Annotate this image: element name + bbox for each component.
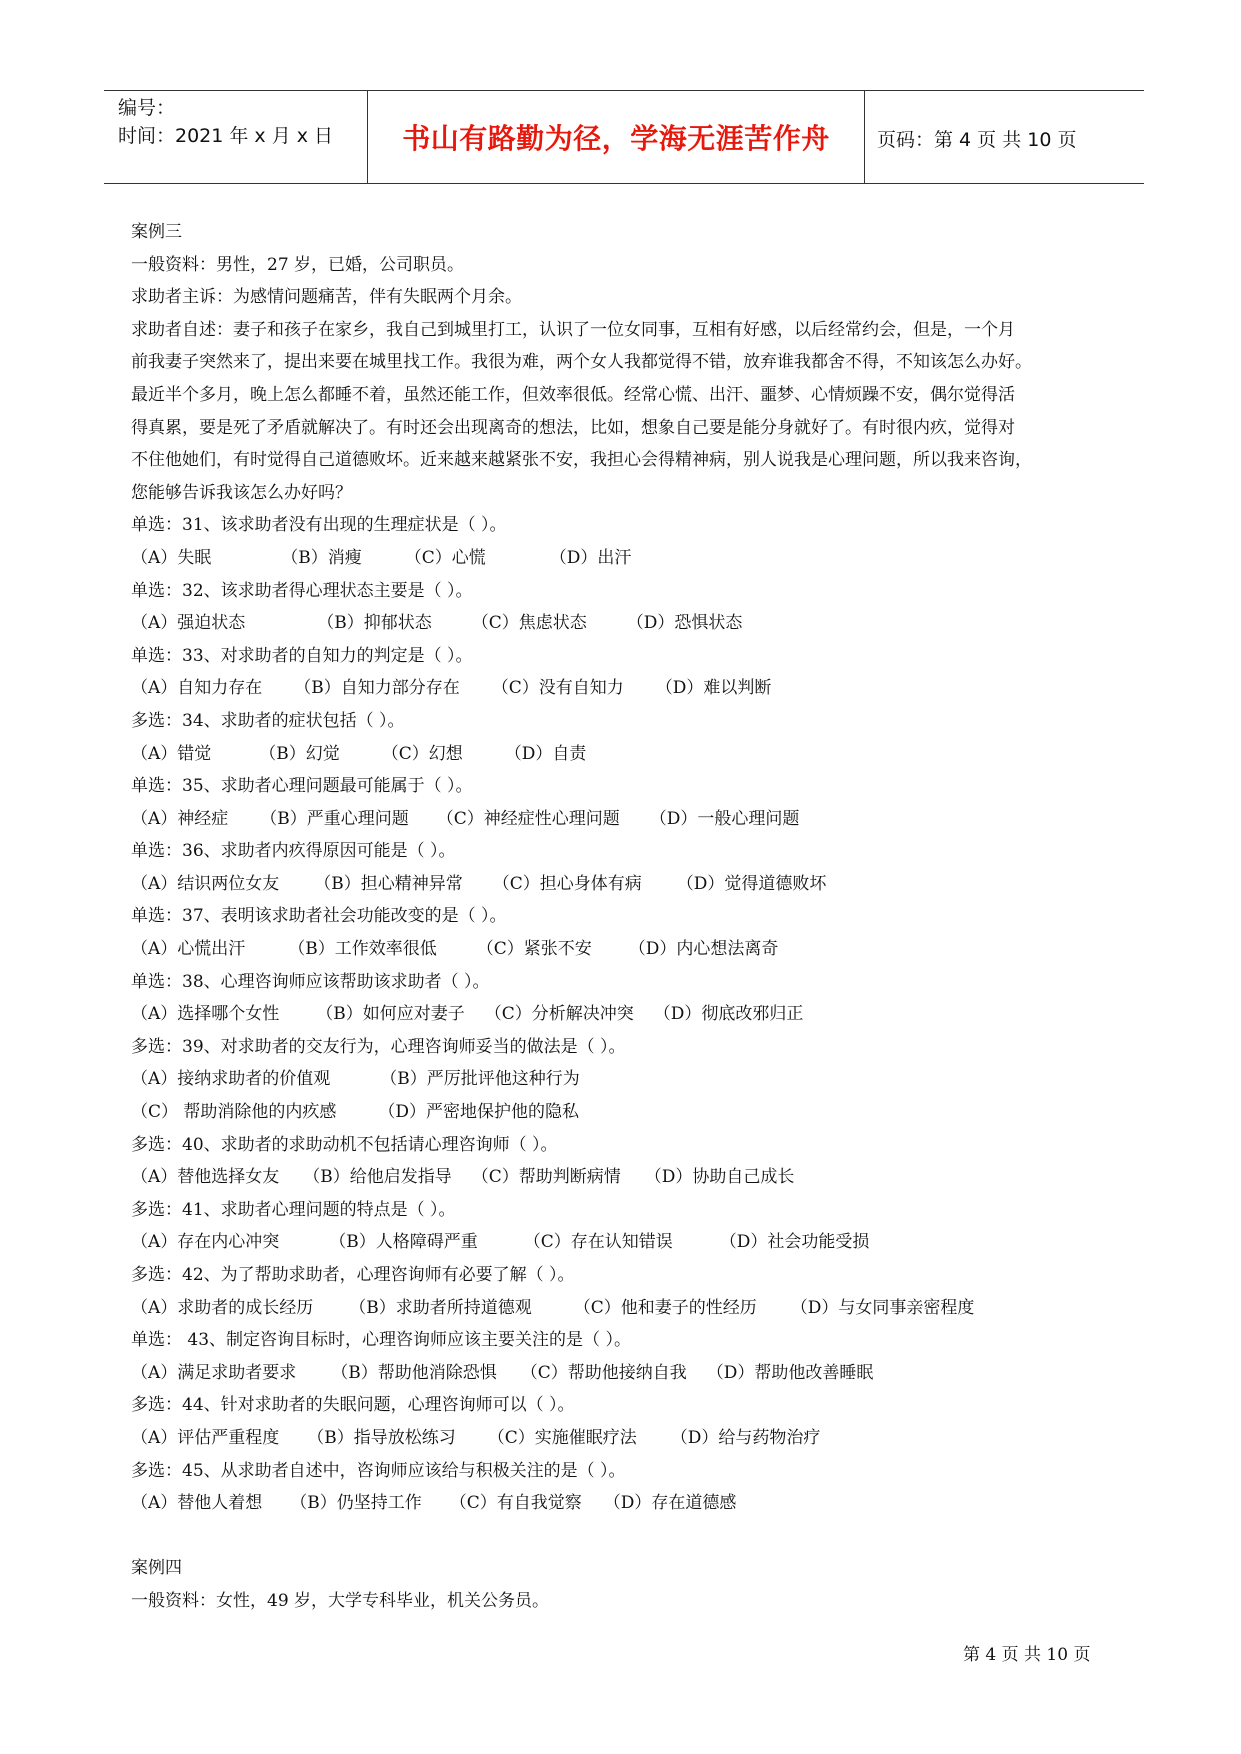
question-stem: 多选：42、为了帮助求助者，心理咨询师有必要了解（ ）。 — [131, 1265, 575, 1285]
case4-title: 案例四 — [131, 1558, 182, 1579]
answer-option: （D）内心想法离奇 — [628, 939, 779, 960]
options-row — [131, 1063, 1151, 1096]
header-page-cell — [865, 91, 1144, 183]
answer-option: （B）严厉批评他这种行为 — [380, 1069, 580, 1090]
answer-option: （C）实施催眠疗法 — [487, 1427, 637, 1448]
options-row — [131, 1357, 1151, 1390]
narrative-line: 您能够告诉我该怎么办好吗？ — [131, 482, 352, 503]
answer-option: （B）帮助他消除恐惧 — [331, 1362, 497, 1383]
options-row — [131, 998, 1151, 1031]
answer-option: （A）失眠 — [131, 547, 212, 568]
answer-option: （A）替他人着想 — [131, 1493, 263, 1514]
question-stem: 多选：41、求助者心理问题的特点是（ ）。 — [131, 1199, 456, 1220]
answer-option: （B）消瘦 — [281, 547, 362, 568]
document-body — [131, 216, 1151, 1618]
answer-option: （B）指导放松练习 — [307, 1427, 456, 1448]
page-footer: 第 4 页 共 10 页 — [963, 1645, 1091, 1665]
answer-option: （B）工作效率很低 — [288, 939, 437, 960]
narrative-line: 前我妻子突然来了，提出来要在城里找工作。我很为难，两个女人我都觉得不错，放弃谁我都舍不得，不知该怎么办好。 — [131, 352, 1032, 373]
question-stem: 单选：35、求助者心理问题最可能属于（ ）。 — [131, 776, 473, 797]
section-spacer — [131, 1520, 1151, 1553]
answer-option: （B）抑郁状态 — [317, 613, 432, 634]
question-stem: 单选：31、该求助者没有出现的生理症状是（ ）。 — [131, 515, 507, 536]
question-stem: 多选：45、从求助者自述中，咨询师应该给与积极关注的是（ ）。 — [131, 1460, 626, 1481]
answer-option: （C）有自我觉察 — [449, 1493, 582, 1514]
answer-option: （D）存在道德感 — [603, 1493, 737, 1514]
answer-option: （B）幻觉 — [259, 743, 340, 764]
answer-option: （C） 帮助消除他的内疚感 — [131, 1102, 337, 1123]
header-motto-cell — [368, 91, 865, 183]
answer-option: （A）强迫状态 — [131, 613, 246, 634]
answer-option: （D）严密地保护他的隐私 — [378, 1102, 580, 1123]
answer-option: （B）如何应对妻子 — [316, 1004, 465, 1025]
answer-option: （D）彻底改邪归正 — [653, 1004, 804, 1025]
narrative-line: 求助者自述：妻子和孩子在家乡，我自己到城里打工，认识了一位女同事，互相有好感，以后经常约会，但是，一个月 — [131, 319, 1015, 340]
options-row — [131, 933, 1151, 966]
answer-option: （A）存在内心冲突 — [131, 1232, 280, 1253]
options-row — [131, 1487, 1151, 1520]
question-stem: 多选：40、求助者的求助动机不包括请心理咨询师（ ）。 — [131, 1134, 558, 1155]
answer-option: （C）焦虑状态 — [471, 613, 587, 634]
case3-title: 案例三 — [131, 222, 182, 242]
narrative-line: 不住他她们，有时觉得自己道德败坏。近来越来越紧张不安，我担心会得精神病，别人说我是心理问题，所以我来咨询， — [131, 450, 1032, 471]
answer-option: （D）觉得道德败坏 — [676, 873, 827, 894]
options-row — [131, 1422, 1151, 1455]
answer-option: （A）错觉 — [131, 743, 212, 764]
answer-option: （D）恐惧状态 — [626, 613, 743, 634]
options-row — [131, 868, 1151, 901]
answer-option: （C）幻想 — [381, 743, 463, 764]
question-stem: 单选：33、对求助者的自知力的判定是（ ）。 — [131, 645, 473, 666]
answer-option: （D）与女同事亲密程度 — [790, 1297, 975, 1318]
answer-option: （A）自知力存在 — [131, 678, 263, 699]
page-header — [104, 90, 1144, 184]
options-row — [131, 1161, 1151, 1194]
narrative-line: 最近半个多月，晚上怎么都睡不着，虽然还能工作，但效率很低。经常心慌、出汗、噩梦、心情烦躁不安，偶尔觉得活 — [131, 384, 1015, 405]
options-row — [131, 607, 1151, 640]
answer-option: （D）自责 — [504, 743, 587, 764]
options-row — [131, 542, 1151, 575]
answer-option: （B）严重心理问题 — [260, 808, 409, 829]
answer-option: （C）存在认知错误 — [523, 1232, 673, 1253]
options-row — [131, 738, 1151, 771]
document-id-label: 编号： — [118, 97, 176, 119]
question-stem: 多选：39、对求助者的交友行为，心理咨询师妥当的做法是（ ）。 — [131, 1036, 626, 1057]
answer-option: （D）社会功能受损 — [719, 1232, 870, 1253]
answer-option: （C）担心身体有病 — [492, 873, 642, 894]
answer-option: （B）仍坚持工作 — [290, 1493, 422, 1514]
answer-option: （C）神经症性心理问题 — [436, 808, 620, 829]
answer-option: （B）给他启发指导 — [303, 1167, 452, 1188]
question-stem: 单选：36、求助者内疚得原因可能是（ ）。 — [131, 841, 456, 862]
options-row — [131, 1096, 1151, 1129]
answer-option: （B）自知力部分存在 — [294, 678, 460, 699]
answer-option: （B）担心精神异常 — [314, 873, 463, 894]
answer-option: （D）一般心理问题 — [649, 808, 800, 829]
answer-option: （C）分析解决冲突 — [484, 1004, 634, 1025]
answer-option: （A）选择哪个女性 — [131, 1004, 280, 1025]
options-row — [131, 1226, 1151, 1259]
answer-option: （D）给与药物治疗 — [670, 1427, 821, 1448]
options-row — [131, 803, 1151, 836]
question-stem: 单选： 43、制定咨询目标时，心理咨询师应该主要关注的是（ ）。 — [131, 1330, 631, 1351]
options-row — [131, 1292, 1151, 1325]
answer-option: （B）人格障碍严重 — [329, 1232, 478, 1253]
header-page-number: 页码：第 4 页 共 10 页 — [877, 129, 1077, 151]
answer-option: （D）协助自己成长 — [644, 1167, 795, 1188]
answer-option: （D）帮助他改善睡眠 — [706, 1362, 874, 1383]
narrative-line: 得真累，要是死了矛盾就解决了。有时还会出现离奇的想法，比如，想象自己要是能分身就好了。有时很内疚，觉得对 — [131, 417, 1015, 438]
answer-option: （A）接纳求助者的价值观 — [131, 1069, 331, 1090]
question-stem: 单选：38、心理咨询师应该帮助该求助者（ ）。 — [131, 971, 490, 992]
answer-option: （A）神经症 — [131, 808, 229, 829]
answer-option: （C）心慌 — [404, 547, 486, 568]
question-stem: 多选：34、求助者的症状包括（ ）。 — [131, 710, 405, 731]
question-stem: 单选：37、表明该求助者社会功能改变的是（ ）。 — [131, 906, 507, 927]
answer-option: （C）紧张不安 — [476, 939, 592, 960]
answer-option: （A）心慌出汗 — [131, 939, 246, 960]
case3-general-info: 一般资料：男性，27 岁，已婚，公司职员。 — [131, 254, 465, 275]
answer-option: （A）评估严重程度 — [131, 1427, 280, 1448]
header-motto: 书山有路勤为径，学海无涯苦作舟 — [402, 122, 830, 155]
answer-option: （C）他和妻子的性经历 — [573, 1297, 757, 1318]
answer-option: （A）替他选择女友 — [131, 1167, 280, 1188]
question-stem: 单选：32、该求助者得心理状态主要是（ ）。 — [131, 580, 473, 601]
answer-option: （A）满足求助者要求 — [131, 1362, 297, 1383]
answer-option: （A）结识两位女友 — [131, 873, 280, 894]
answer-option: （C）没有自知力 — [491, 678, 624, 699]
answer-option: （B）求助者所持道德观 — [349, 1297, 532, 1318]
answer-option: （D）难以判断 — [655, 678, 772, 699]
answer-option: （A）求助者的成长经历 — [131, 1297, 314, 1318]
header-left-cell — [104, 91, 368, 183]
question-list — [131, 509, 1151, 1519]
answer-option: （D）出汗 — [549, 547, 632, 568]
question-stem: 多选：44、针对求助者的失眠问题，心理咨询师可以（ ）。 — [131, 1395, 575, 1416]
case3-complaint: 求助者主诉：为感情问题痛苦，伴有失眠两个月余。 — [131, 287, 522, 308]
options-row — [131, 672, 1151, 705]
answer-option: （C）帮助他接纳自我 — [520, 1362, 687, 1383]
answer-option: （C）帮助判断病情 — [471, 1167, 621, 1188]
case3-narrative — [131, 314, 1151, 510]
document-time-label: 时间：2021 年 x 月 x 日 — [118, 125, 334, 147]
case4-general-info: 一般资料：女性，49 岁，大学专科毕业，机关公务员。 — [131, 1590, 550, 1611]
